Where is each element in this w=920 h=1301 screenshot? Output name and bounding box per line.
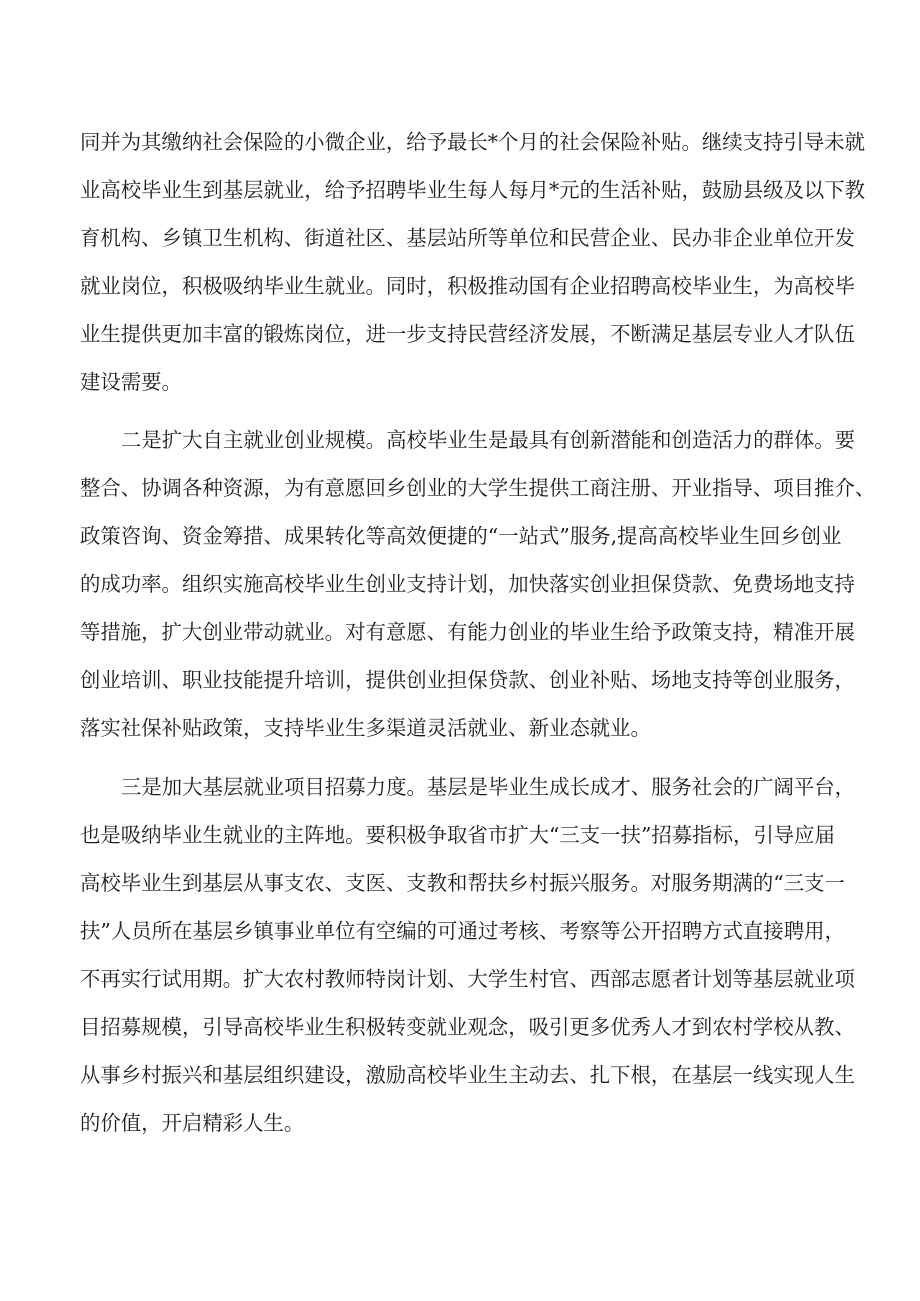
text-line: 二是扩大自主就业创业规模。高校毕业生是最具有创新潜能和创造活力的群体。要 xyxy=(121,428,856,452)
text-line: 等措施，扩大创业带动就业。对有意愿、有能力创业的毕业生给予政策支持，精准开展 xyxy=(80,620,855,644)
text-line: 建设需要。 xyxy=(80,370,182,394)
text-line: 也是吸纳毕业生就业的主阵地。要积极争取省市扩大“三支一扶”招募指标，引导应届 xyxy=(80,823,835,847)
text-line: 目招募规模，引导高校毕业生积极转变就业观念，吸引更多优秀人才到农村学校从教、 xyxy=(80,1015,855,1039)
text-line: 业高校毕业生到基层就业，给予招聘毕业生每人每月*元的生活补贴，鼓励县级及以下教 xyxy=(80,178,866,202)
text-line: 就业岗位，积极吸纳毕业生就业。同时，积极推动国有企业招聘高校毕业生，为高校毕 xyxy=(80,274,855,298)
text-line: 的价值，开启精彩人生。 xyxy=(80,1111,305,1135)
text-line: 整合、协调各种资源，为有意愿回乡创业的大学生提供工商注册、开业指导、项目推介、 xyxy=(80,476,876,500)
text-line: 同并为其缴纳社会保险的小微企业，给予最长*个月的社会保险补贴。继续支持引导未就 xyxy=(80,130,866,154)
text-line: 三是加大基层就业项目招募力度。基层是毕业生成长成才、服务社会的广阔平台， xyxy=(121,775,856,799)
text-line: 的成功率。组织实施高校毕业生创业支持计划，加快落实创业担保贷款、免费场地支持 xyxy=(80,572,855,596)
text-line: 业生提供更加丰富的锻炼岗位，进一步支持民营经济发展，不断满足基层专业人才队伍 xyxy=(80,322,855,346)
text-line: 创业培训、职业技能提升培训，提供创业担保贷款、创业补贴、场地支持等创业服务， xyxy=(80,668,855,692)
text-line: 不再实行试用期。扩大农村教师特岗计划、大学生村官、西部志愿者计划等基层就业项 xyxy=(80,967,855,991)
text-line: 高校毕业生到基层从事支农、支医、支教和帮扶乡村振兴服务。对服务期满的“三支一 xyxy=(80,871,845,895)
text-line: 落实社保补贴政策，支持毕业生多渠道灵活就业、新业态就业。 xyxy=(80,716,651,740)
text-line: 政策咨询、资金筹措、成果转化等高效便捷的“一站式”服务,提高高校毕业生回乡创业 xyxy=(80,524,842,548)
text-line: 育机构、乡镇卫生机构、街道社区、基层站所等单位和民营企业、民办非企业单位开发 xyxy=(80,226,855,250)
text-line: 扶”人员所在基层乡镇事业单位有空编的可通过考核、考察等公开招聘方式直接聘用， xyxy=(80,919,845,943)
text-line: 从事乡村振兴和基层组织建设，激励高校毕业生主动去、扎下根，在基层一线实现人生 xyxy=(80,1063,855,1087)
